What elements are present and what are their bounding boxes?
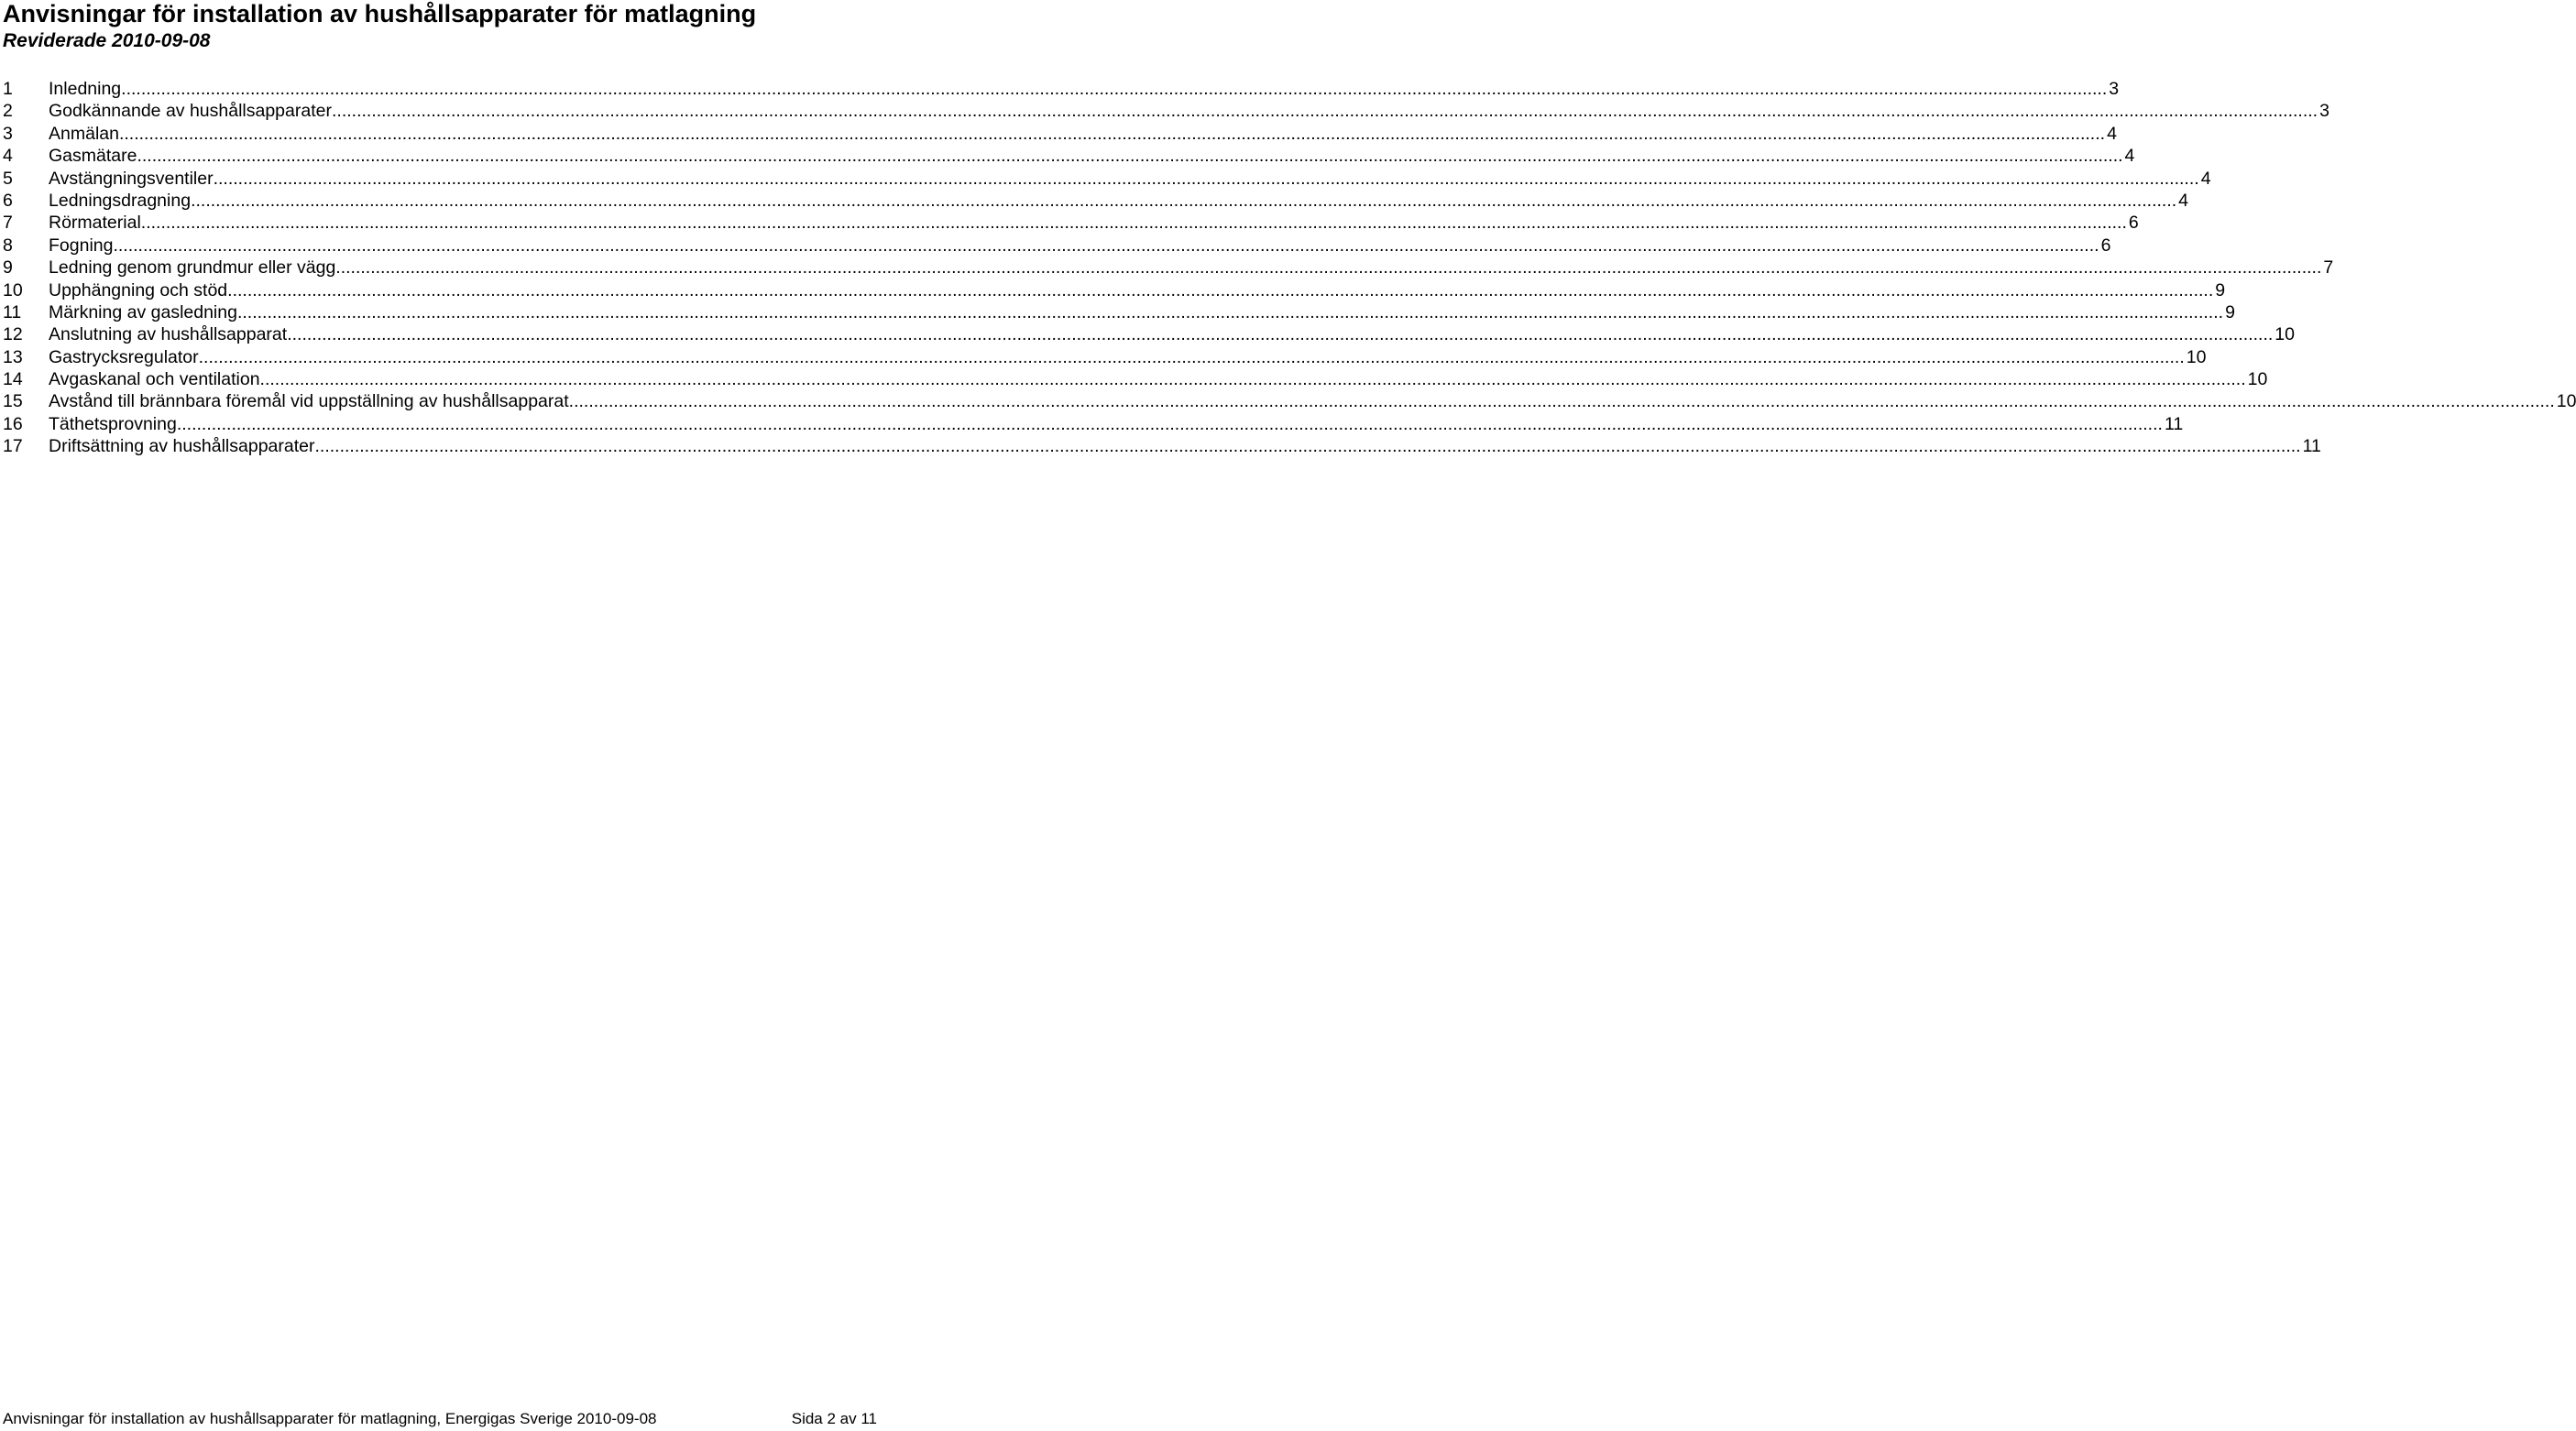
toc-entry-page: 7 xyxy=(2323,257,2334,279)
toc-entry-number: 12 xyxy=(3,324,23,345)
toc-leader-dots: ................................................................................................................................................................................................................................................................................................................................................................................................................ xyxy=(213,168,2199,189)
toc-leader-dots: ................................................................................................................................................................................................................................................................................................................................................................................................................ xyxy=(236,301,2224,322)
toc-entry-title: Upphängning och stöd xyxy=(49,279,228,300)
toc-entry-page: 3 xyxy=(2319,101,2329,122)
footer-document-info: Anvisningar för installation av hushållsapparater för matlagning, Energigas Sverige 2010-09-08 xyxy=(3,1410,657,1427)
toc-entry-number: 17 xyxy=(3,436,23,457)
toc-entry-number: 3 xyxy=(3,123,13,144)
toc-entry-number: 2 xyxy=(3,101,13,122)
toc-entry-title: Gastrycksregulator xyxy=(49,346,199,367)
toc-entry[interactable] xyxy=(3,346,2207,368)
toc-entry[interactable] xyxy=(3,368,2268,390)
toc-entry-title: Täthetsprovning xyxy=(49,413,177,434)
toc-entry[interactable] xyxy=(3,100,2329,122)
toc-entry-page: 4 xyxy=(2200,168,2211,189)
toc-entry-number: 1 xyxy=(3,79,13,99)
table-of-contents xyxy=(3,78,2576,458)
toc-entry-title: Märkning av gasledning xyxy=(49,301,237,322)
toc-entry[interactable] xyxy=(3,435,2321,457)
toc-entry-title: Driftsättning av hushållsapparater xyxy=(49,436,315,457)
toc-entry-title: Anslutning av hushållsapparat xyxy=(49,324,288,345)
toc-entry[interactable] xyxy=(3,78,2120,100)
toc-entry-number: 15 xyxy=(3,391,23,412)
toc-entry-page: 10 xyxy=(2186,346,2207,367)
toc-entry-number: 4 xyxy=(3,146,13,167)
toc-entry-page: 4 xyxy=(2107,123,2117,144)
toc-entry-title: Ledningsdragning xyxy=(49,190,192,211)
toc-entry-number: 13 xyxy=(3,346,23,367)
toc-leader-dots: ................................................................................................................................................................................................................................................................................................................................................................................................................ xyxy=(314,436,2301,457)
toc-entry-page: 11 xyxy=(2302,436,2321,457)
toc-entry-number: 9 xyxy=(3,257,13,279)
toc-entry-title: Avgaskanal och ventilation xyxy=(49,369,260,390)
toc-entry-number: 5 xyxy=(3,168,13,189)
toc-entry-page: 6 xyxy=(2128,213,2139,234)
toc-entry[interactable] xyxy=(3,212,2139,234)
toc-entry[interactable] xyxy=(3,145,2135,167)
toc-entry-page: 6 xyxy=(2100,235,2111,256)
toc-leader-dots: ................................................................................................................................................................................................................................................................................................................................................................................................................ xyxy=(140,213,2127,234)
document-revision-date: Reviderade 2010-09-08 xyxy=(3,30,211,51)
toc-entry-number: 14 xyxy=(3,369,23,390)
toc-entry-number: 16 xyxy=(3,413,23,434)
toc-entry[interactable] xyxy=(3,168,2211,190)
toc-leader-dots: ................................................................................................................................................................................................................................................................................................................................................................................................................ xyxy=(113,235,2099,256)
toc-entry-title: Fogning xyxy=(49,235,114,256)
toc-leader-dots: ................................................................................................................................................................................................................................................................................................................................................................................................................ xyxy=(335,257,2322,279)
toc-entry-page: 9 xyxy=(2225,301,2235,322)
toc-entry-title: Ledning genom grundmur eller vägg xyxy=(49,257,336,279)
toc-entry[interactable] xyxy=(3,323,2295,345)
toc-entry-number: 6 xyxy=(3,190,13,211)
toc-leader-dots: ................................................................................................................................................................................................................................................................................................................................................................................................................ xyxy=(118,123,2106,144)
toc-entry-title: Avstånd till brännbara föremål vid uppställning av hushållsapparat xyxy=(49,391,569,412)
toc-leader-dots: ................................................................................................................................................................................................................................................................................................................................................................................................................ xyxy=(137,146,2123,167)
toc-leader-dots: ................................................................................................................................................................................................................................................................................................................................................................................................................ xyxy=(568,391,2555,412)
toc-leader-dots: ................................................................................................................................................................................................................................................................................................................................................................................................................ xyxy=(176,413,2163,434)
toc-entry-page: 11 xyxy=(2164,413,2184,434)
toc-leader-dots: ................................................................................................................................................................................................................................................................................................................................................................................................................ xyxy=(287,324,2274,345)
toc-entry-number: 11 xyxy=(3,301,22,322)
toc-entry-page: 3 xyxy=(2109,79,2120,99)
toc-entry-title: Avstängningsventiler xyxy=(49,168,214,189)
toc-entry-title: Gasmätare xyxy=(49,146,137,167)
toc-leader-dots: ................................................................................................................................................................................................................................................................................................................................................................................................................ xyxy=(198,346,2185,367)
toc-entry-page: 10 xyxy=(2556,391,2576,412)
toc-entry-page: 10 xyxy=(2247,369,2268,390)
toc-entry[interactable] xyxy=(3,257,2334,279)
toc-entry-title: Rörmaterial xyxy=(49,213,141,234)
toc-entry-page: 4 xyxy=(2178,190,2189,211)
toc-entry[interactable] xyxy=(3,301,2235,323)
toc-entry-title: Inledning xyxy=(49,79,122,99)
toc-entry-number: 8 xyxy=(3,235,13,256)
document-title: Anvisningar för installation av hushållsapparater för matlagning xyxy=(3,0,757,27)
page-footer xyxy=(3,1409,877,1429)
toc-entry-title: Godkännande av hushållsapparater xyxy=(49,101,332,122)
toc-entry[interactable] xyxy=(3,279,2226,301)
toc-entry-number: 7 xyxy=(3,213,13,234)
toc-leader-dots: ................................................................................................................................................................................................................................................................................................................................................................................................................ xyxy=(331,101,2318,122)
toc-entry-page: 10 xyxy=(2275,324,2295,345)
toc-entry-page: 4 xyxy=(2124,146,2135,167)
toc-entry[interactable] xyxy=(3,190,2189,212)
toc-entry-title: Anmälan xyxy=(49,123,119,144)
toc-leader-dots: ................................................................................................................................................................................................................................................................................................................................................................................................................ xyxy=(259,369,2246,390)
toc-entry-number: 10 xyxy=(3,279,23,300)
toc-entry[interactable] xyxy=(3,235,2111,257)
toc-entry[interactable] xyxy=(3,390,2576,412)
footer-page-number: Sida 2 av 11 xyxy=(791,1410,877,1427)
toc-leader-dots: ................................................................................................................................................................................................................................................................................................................................................................................................................ xyxy=(191,190,2177,211)
toc-leader-dots: ................................................................................................................................................................................................................................................................................................................................................................................................................ xyxy=(227,279,2214,300)
toc-entry[interactable] xyxy=(3,123,2117,145)
toc-entry-page: 9 xyxy=(2215,279,2226,300)
toc-entry[interactable] xyxy=(3,413,2184,435)
toc-leader-dots: ................................................................................................................................................................................................................................................................................................................................................................................................................ xyxy=(121,79,2108,99)
